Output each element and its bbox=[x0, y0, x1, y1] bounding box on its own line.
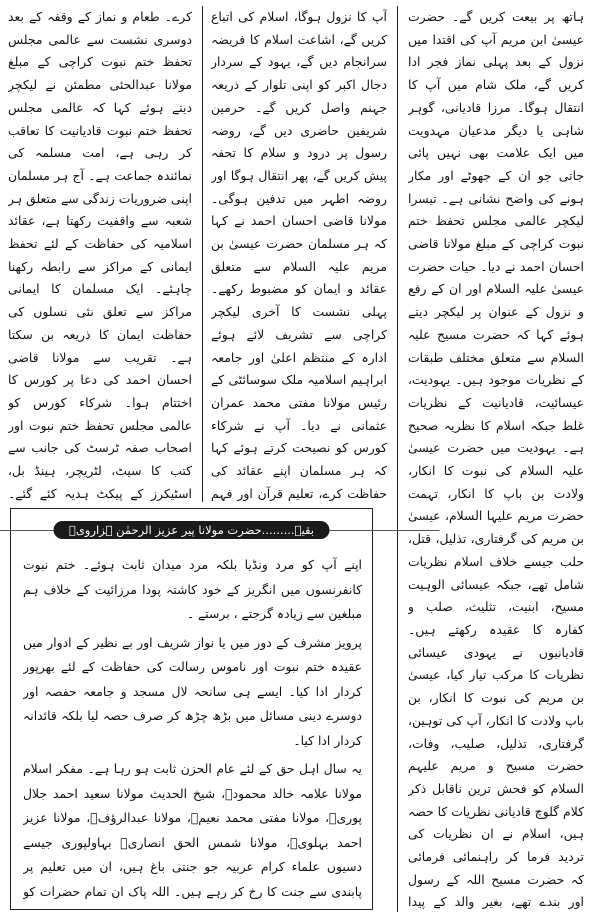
article-text bbox=[8, 6, 192, 502]
article-column-left bbox=[8, 6, 192, 502]
continuation-heading: بقیہ.........حضرت مولانا پیر عزیز الرحمٰن ہزارویؒ bbox=[53, 521, 330, 539]
column-divider bbox=[397, 6, 398, 912]
box-paragraph: پرویز مشرف کے دور میں یا نواز شریف اور بے نظیر کے ادوار میں عقیدہ ختم نبوت اور ناموس رسالت کی حفاظت کے لئے بھرپور کردار ادا کیا۔ ایسے ہی سانحہ لال مسجد و جامعہ حفصہ اور دوسرے دینی مسائل میں بڑھ چڑھ کر صرف حصہ لیا بلکہ قائدانہ کردار ادا کیا۔ bbox=[23, 634, 362, 748]
article-column-right bbox=[408, 6, 584, 912]
article-column-middle bbox=[211, 6, 387, 502]
article-text: ہاتھ پر بیعت کریں گے۔ حضرت عیسیٰ ابن مریم آپ کی اقتدا میں نزول کے بعد پہلی نماز فجر ادا کریں گے، ملک شام میں آپ کا انتقال ہوگا۔ مرزا قادیانی، گوہر شاہی یا دیگر مدعیان مہدویت میں ایک علامت بھی نہیں پائی جاتی جو ان کے جھوٹے اور مکار ہونے کی واضح نشانی ہے۔ تیسرا لیکچر عالمی مجلس تحفظ ختم نبوت کراچی کے مبلغ مولانا قاضی احسان احمد نے دیا۔ حیات حضرت عیسیٰ علیہ السلام اور ان کے رفع و نزول کے عنوان پر لیکچر دیتے ہوئے کہا کہ حضرت مسیح علیہ السلام سے متعلق مختلف طبقات کے نظریات موجود ہیں۔ یہودیت، عیسائیت، قادیانیت کے نظریات غلط جبکہ اسلام کا نظریہ صحیح ہے۔ یہودیت میں حضرت عیسیٰ علیہ السلام کی نبوت کا انکار، ولادت بن باپ کا انکار، تہمت حضرت مریم علیہا السلام، عیسیٰ بن مریم کی گرفتاری، تذلیل، قتل، حلب جیسے خلاف اسلام نظریات شامل تھے، جبکہ عیسائی الوہیت مسیح، ابنیت، تثلیث، صلب و کفارہ کا عقیدہ رکھتے ہیں۔ قادیانیوں نے یہودی عیسائی نظریات کا مرکب تیار کیا، عیسیٰ بن مریم کی نبوت کا انکار، بن باپ ولادت کا انکار، آپ کی توہین، گرفتاری، تذلیل، صلیب، وفات، حضرت مسیح و مریم علیہم السلام کو فحش ترین ناقابل ذکر کلام گلوچ قادیانی نظریات کا حصہ ہیں، اسلام نے ان نظریات کی تردید فرما کر راہنمائی فرمائی کہ حضرت مسیح اللہ کے رسول اور بندے تھے، بغیر والد کے پیدا bbox=[408, 9, 584, 910]
box-paragraph: اپنے آپ کو مرد ونڈیا بلکہ مرد میدان ثابت ہوئے۔ ختم نبوت کانفرنسوں میں انگریز کے خود کاشتہ پودا مرزائیت کے خلاف ہم مبلغین سے زیادہ گرجتے ، برستے ۔ bbox=[23, 557, 362, 621]
article-text: آپ کا نزول ہوگا، اسلام کی اتباع کریں گے، اشاعت اسلام کا فریضہ سرانجام دیں گے، یہود کے سردار دجال اکبر کو اپنی تلوار کے ذریعہ جہنم واصل کریں گے۔ حرمین شریفین حاضری دیں گے، روضہ رسول پر درود و سلام کا تحفہ پیش کریں گے، پھر انتقال ہوگا اور روضہ اطہر میں تدفین ہوگی۔ مولانا قاضی احسان احمد نے کہا کہ ہر مسلمان حضرت عیسیٰ بن مریم علیہ السلام سے متعلق عقائد و ایمان کو مضبوط رکھے۔ پہلی نشست کا آخری لیکچر کراچی سے تشریف لائے ہوئے ادارہ کے منتظم اعلیٰ اور جامعہ ابراہیم اسلامیہ ملک سوسائٹی کے رئیس مولانا مفتی محمد عمران عثمانی نے دیا۔ آپ نے شرکاء کورس کو نصیحت کرتے ہوئے کہا کہ ہر مسلمان اپنے عقائد کی حفاظت کرے، تعلیم قرآن اور فہم bbox=[211, 9, 387, 501]
box-paragraph: یہ سال اہل حق کے لئے عام الحزن ثابت ہو رہا ہے۔ مفکر اسلام مولانا علامہ خالد محمودؒ، شیخ الحدیث مولانا سعید احمد جلال پوریؒ، مولانا مفتی محمد نعیمؒ، مولانا عبدالرؤفؒ، مولانا عزیز احمد بہلویؒ، مولانا شمس الحق انصاریؒ بہاولپوری جیسے دسیوں علماء کرام عربیہ جو جنتی باغ ہیں، ان میں تعلیم پر پابندی سے جنت کا رخ کر رہے ہیں۔ اللہ پاک ان تمام حضرات کو bbox=[23, 761, 362, 899]
article-text-body: کرے۔ طعام و نماز کے وقفہ کے بعد دوسری نشست سے عالمی مجلس تحفظ ختم نبوت کراچی کے مبلغ مولانا عبدالحئی مطمئن نے لیکچر دیتے ہوئے کہا کہ عالمی مجلس تحفظ ختم نبوت قادیانیت کا تعاقب کر رہی ہے، امت مسلمہ کی نمائندہ جماعت ہے۔ آج ہر مسلمان اپنی ضروریات زندگی سے متعلق ہر شعبہ سے واقفیت رکھتا ہے، عقائد اسلامیہ کی حفاظت کے لئے تحفظ ایمانی کے مراکز سے رابطہ رکھنا چاہئے۔ ایک مسلمان کا ایمانی مراکز سے تعلق نئی نسلوں کی حفاظت ایمان کا ذریعہ بن سکتا ہے۔ تقریب سے مولانا قاضی احسان احمد کی دعا پر کورس کا اختتام ہوا۔ شرکاء کورس کو عالمی مجلس تحفظ ختم نبوت اور اصحاب صفہ ٹرسٹ کی جانب سے کتب کا سیٹ، لٹریچر، ہینڈ بل، اسٹیکرز کے پیکٹ ہدیہ کئے گئے۔ bbox=[8, 9, 192, 501]
continuation-body bbox=[23, 553, 362, 901]
column-divider bbox=[202, 6, 203, 502]
continuation-box bbox=[10, 508, 373, 910]
